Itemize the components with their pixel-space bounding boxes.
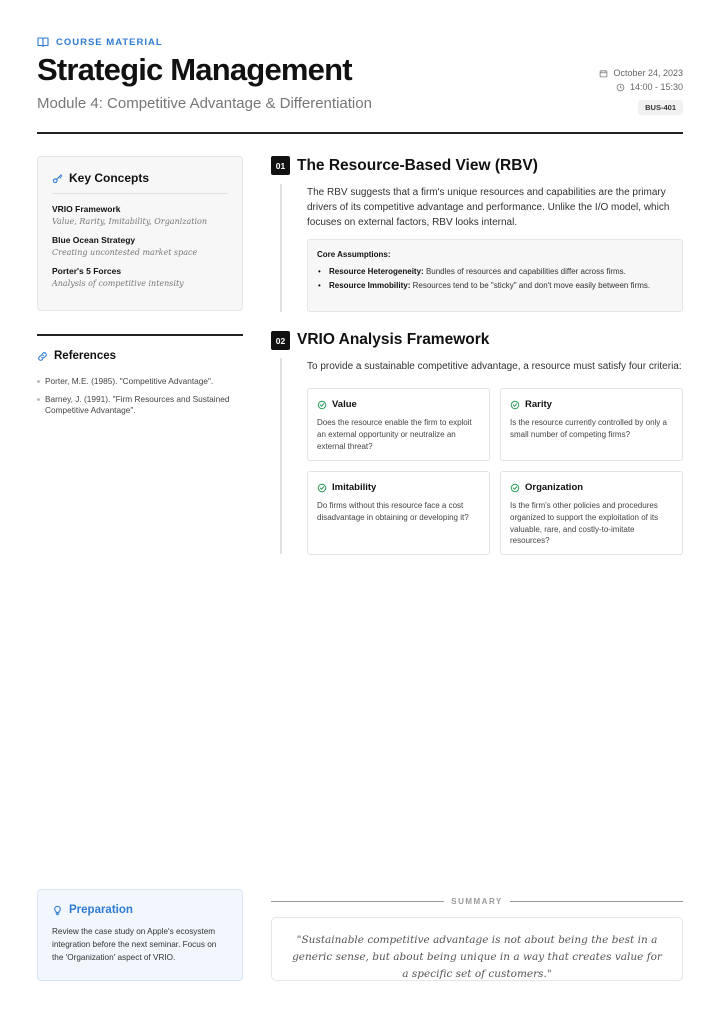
- assumption-text: Resources tend to be "sticky" and don't move easily between firms.: [412, 281, 651, 290]
- key-concepts-card: [37, 156, 243, 311]
- preparation-card: [37, 889, 243, 981]
- vrio-card-desc: Does the resource enable the firm to exploit an external opportunity or neutralize an external threat?: [317, 418, 472, 451]
- references-list: [37, 376, 243, 423]
- header-divider: [37, 132, 683, 134]
- concept-item: [52, 235, 228, 257]
- vrio-card-desc: Do firms without this resource face a cost disadvantage in obtaining or developing it?: [317, 501, 469, 522]
- vrio-card-organization: [500, 471, 683, 555]
- section-title: VRIO Analysis Framework: [297, 331, 490, 348]
- kicker-label: COURSE MATERIAL: [56, 36, 163, 48]
- vrio-card-header: [510, 399, 673, 410]
- assumption-term: Resource Immobility:: [329, 281, 411, 290]
- vrio-card-desc: Is the firm's other policies and procedures organized to support the exploitation of its valuable, rare, and costly-to-imitate resources?: [510, 501, 659, 546]
- clock-icon: [616, 83, 625, 92]
- book-icon: [37, 36, 49, 48]
- check-circle-icon: [510, 483, 520, 493]
- section-number-badge: 02: [271, 331, 290, 350]
- link-icon: [37, 351, 48, 362]
- references-header: [37, 350, 116, 362]
- assumption-term: Resource Heterogeneity:: [329, 267, 424, 276]
- concept-desc: Value, Rarity, Imitability, Organization: [52, 217, 208, 226]
- lecture-time: 14:00 - 15:30: [629, 82, 683, 92]
- assumption-text: Bundles of resources and capabilities differ across firms.: [425, 267, 626, 276]
- key-icon: [52, 173, 63, 184]
- assumption-item: [317, 279, 673, 292]
- vrio-card-header: [317, 399, 480, 410]
- vrio-card-value: [307, 388, 490, 461]
- check-circle-icon: [317, 483, 327, 493]
- core-assumptions-box: [307, 239, 683, 312]
- concept-desc: Analysis of competitive intensity: [52, 279, 184, 288]
- vrio-card-desc: Is the resource currently controlled by only a small number of competing firms?: [510, 418, 667, 439]
- reference-item: Barney, J. (1991). "Firm Resources and Sustained Competitive Advantage".: [37, 394, 243, 417]
- vrio-card-title: Value: [332, 399, 357, 410]
- calendar-icon: [599, 69, 608, 78]
- section-rail: [280, 184, 282, 312]
- concept-item: [52, 204, 228, 226]
- key-concepts-title: Key Concepts: [69, 171, 150, 185]
- vrio-card-imitability: [307, 471, 490, 555]
- summary-rule-left: [271, 901, 444, 902]
- concept-title: Blue Ocean Strategy: [52, 235, 136, 245]
- vrio-card-title: Imitability: [332, 482, 377, 493]
- references-title: References: [54, 350, 117, 362]
- concept-title: Porter's 5 Forces: [52, 266, 122, 276]
- references-divider: [37, 334, 243, 336]
- rbv-paragraph: The RBV suggests that a firm's unique resources and capabilities are the primary drivers of its competitive advantage and performance. Unlike the I/O model, which focuses on external factors, RBV looks internal.: [307, 187, 670, 228]
- course-code-badge: BUS-401: [638, 100, 683, 115]
- section-rail: [280, 358, 282, 554]
- assumptions-list: [317, 265, 673, 292]
- preparation-text: Review the case study on Apple's ecosystem integration before the next seminar. Focus on the 'Organization' aspect of VRIO.: [52, 927, 217, 962]
- page-title: Strategic Management: [37, 52, 352, 87]
- vrio-card-title: Organization: [525, 482, 584, 493]
- summary-label: SUMMARY: [451, 897, 503, 906]
- preparation-header: [52, 904, 228, 916]
- summary-label-row: [271, 897, 683, 906]
- assumption-item: [317, 265, 673, 278]
- section-title: The Resource-Based View (RBV): [297, 157, 538, 174]
- summary-quote: "Sustainable competitive advantage is not about being the best in a generic sense, but about being unique in a way that creates value for a specific set of customers.": [271, 917, 683, 981]
- concept-item: [52, 266, 228, 288]
- vrio-card-title: Rarity: [525, 399, 552, 410]
- vrio-card-rarity: [500, 388, 683, 461]
- page-subtitle: Module 4: Competitive Advantage & Differentiation: [37, 95, 372, 112]
- preparation-title: Preparation: [69, 904, 133, 916]
- concept-title: VRIO Framework: [52, 204, 121, 214]
- concept-desc: Creating uncontested market space: [52, 248, 198, 257]
- check-circle-icon: [510, 400, 520, 410]
- vrio-card-header: [317, 482, 480, 493]
- lecture-meta: [599, 66, 683, 115]
- summary-rule-right: [510, 901, 683, 902]
- reference-item: Porter, M.E. (1985). "Competitive Advantage".: [37, 376, 243, 388]
- assumptions-title: Core Assumptions:: [317, 250, 391, 259]
- lecture-date: October 24, 2023: [613, 68, 683, 78]
- check-circle-icon: [317, 400, 327, 410]
- lightbulb-icon: [52, 905, 63, 916]
- vrio-card-header: [510, 482, 673, 493]
- key-concepts-header: [52, 171, 228, 194]
- section-number-badge: 01: [271, 156, 290, 175]
- course-material-kicker: [37, 36, 163, 48]
- vrio-intro: To provide a sustainable competitive advantage, a resource must satisfy four criteria:: [307, 361, 682, 372]
